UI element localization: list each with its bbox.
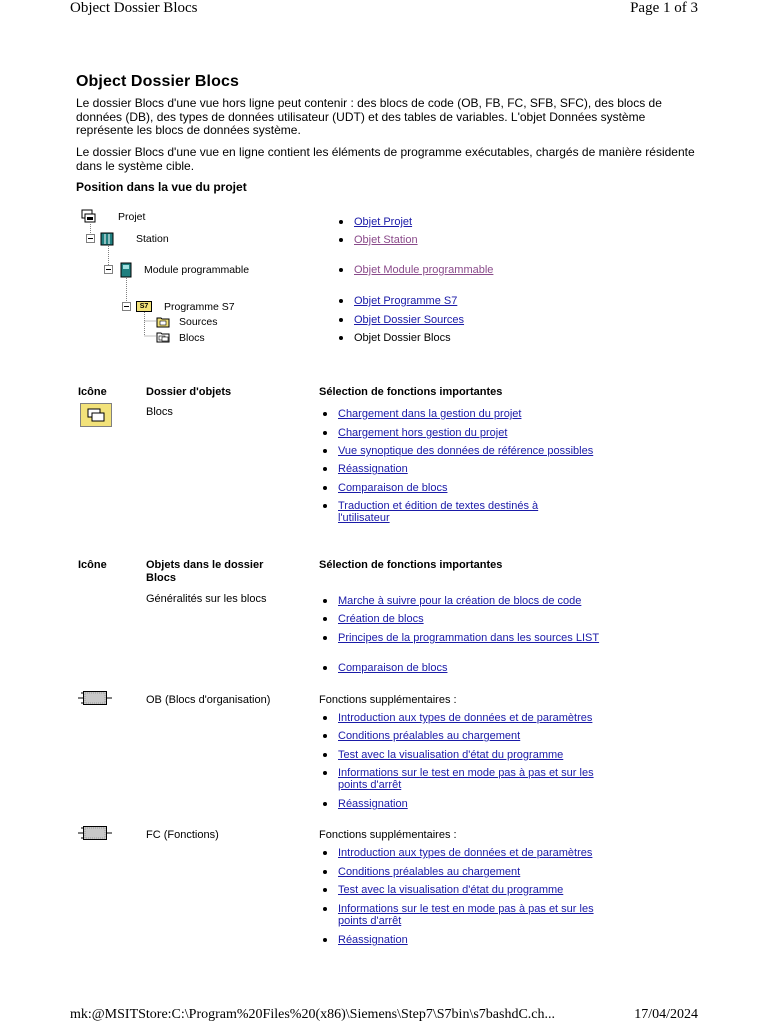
- position-heading: Position dans la vue du projet: [76, 180, 247, 194]
- folder-icon: [156, 316, 170, 328]
- tree-label-projet: Projet: [118, 211, 146, 223]
- link-creation-blocs[interactable]: Création de blocs: [338, 613, 618, 625]
- ob-block-icon: [78, 689, 112, 707]
- link-ob-conditions-chargement[interactable]: Conditions préalables au chargement: [338, 730, 618, 742]
- table2-fc-intro: Fonctions supplémentaires :: [319, 829, 457, 841]
- tree-label-station: Station: [136, 233, 169, 245]
- link-ob-visualisation-etat[interactable]: Test avec la visualisation d'état du programme: [338, 749, 618, 761]
- link-ob-types-donnees[interactable]: Introduction aux types de données et de paramètres: [338, 712, 618, 724]
- link-marche-creation[interactable]: Marche à suivre pour la création de blocs de code: [338, 595, 618, 607]
- link-traduction-textes[interactable]: Traduction et édition de textes destinés à l'utilisateur: [338, 500, 568, 524]
- link-fc-types-donnees[interactable]: Introduction aux types de données et de paramètres: [338, 847, 618, 859]
- table1-header-functions: Sélection de fonctions importantes: [319, 386, 503, 398]
- link-objet-station[interactable]: Objet Station: [354, 234, 418, 246]
- table2-fc-object: FC (Fonctions): [146, 829, 219, 841]
- collapse-icon[interactable]: [104, 265, 114, 275]
- table1-object-blocs: Blocs: [146, 406, 173, 418]
- page-number: Page 1 of 3: [630, 0, 698, 16]
- source-url: mk:@MSITStore:C:\Program%20Files%20(x86)\Siemens\Step7\S7bin\s7bashdC.ch...: [70, 1007, 555, 1022]
- table1-header-icon: Icône: [78, 386, 107, 398]
- s7-program-icon: S7: [136, 301, 152, 312]
- project-icon: [80, 209, 98, 225]
- link-objet-programme[interactable]: Objet Programme S7: [354, 295, 458, 307]
- link-principes-list[interactable]: Principes de la programmation dans les sources LIST: [338, 632, 608, 644]
- intro-paragraph-online: Le dossier Blocs d'une vue en ligne contient les éléments de programme exécutables, chargés de manière résidente dans le système cible.: [76, 145, 695, 173]
- link-comparaison-blocs[interactable]: Comparaison de blocs: [338, 482, 618, 494]
- print-header: [70, 0, 698, 18]
- tree-label-module: Module programmable: [144, 264, 250, 276]
- link-objet-module[interactable]: Objet Module programmable: [354, 264, 494, 276]
- table1-header-folder: Dossier d'objets: [146, 386, 232, 398]
- link-fc-visualisation-etat[interactable]: Test avec la visualisation d'état du programme: [338, 884, 618, 896]
- tree-label-blocs: Blocs: [179, 332, 205, 344]
- print-footer: [70, 1007, 698, 1025]
- link-ob-pas-a-pas[interactable]: Informations sur le test en mode pas à pas et sur les points d'arrêt: [338, 767, 613, 791]
- folder-icon: [156, 331, 170, 343]
- link-chargement-hors-gestion[interactable]: Chargement hors gestion du projet: [338, 427, 618, 439]
- cpu-module-icon: [120, 262, 132, 278]
- link-fc-pas-a-pas[interactable]: Informations sur le test en mode pas à pas et sur les points d'arrêt: [338, 903, 613, 927]
- print-header-title: Object Dossier Blocs: [70, 0, 198, 16]
- link-fc-reassignation[interactable]: Réassignation: [338, 934, 618, 946]
- print-date: 17/04/2024: [634, 1007, 698, 1022]
- link-fc-conditions-chargement[interactable]: Conditions préalables au chargement: [338, 866, 618, 878]
- link-vue-synoptique[interactable]: Vue synoptique des données de référence possibles: [338, 445, 618, 457]
- table2-header-functions: Sélection de fonctions importantes: [319, 559, 503, 571]
- link-comparaison-blocs-2[interactable]: Comparaison de blocs: [338, 662, 618, 674]
- intro-paragraph-offline: Le dossier Blocs d'une vue hors ligne peut contenir : des blocs de code (OB, FB, FC, SFB, SFC), des blocs de données (DB), des types de données utilisateur (UDT) et des tables de variables. L'objet Données système représente les blocs de données système.: [76, 96, 662, 137]
- current-object-label: Objet Dossier Blocs: [354, 332, 451, 344]
- collapse-icon[interactable]: [86, 234, 96, 244]
- table2-header-objects: Objets dans le dossier Blocs: [146, 559, 264, 584]
- tree-label-programme: Programme S7: [164, 301, 235, 313]
- table2-ob-object: OB (Blocs d'organisation): [146, 694, 271, 706]
- page-title: Object Dossier Blocs: [76, 73, 239, 90]
- link-objet-projet[interactable]: Objet Projet: [354, 216, 413, 228]
- station-icon: [100, 232, 114, 246]
- fc-block-icon: [78, 824, 112, 842]
- link-chargement-gestion[interactable]: Chargement dans la gestion du projet: [338, 408, 618, 420]
- link-ob-reassignation[interactable]: Réassignation: [338, 798, 618, 810]
- link-objet-sources[interactable]: Objet Dossier Sources: [354, 314, 465, 326]
- table2-header-icon: Icône: [78, 559, 107, 571]
- collapse-icon[interactable]: [122, 302, 132, 312]
- table2-ob-intro: Fonctions supplémentaires :: [319, 694, 457, 706]
- tree-label-sources: Sources: [179, 316, 218, 328]
- table2-general-object: Généralités sur les blocs: [146, 593, 267, 605]
- link-reassignation[interactable]: Réassignation: [338, 463, 618, 475]
- blocks-folder-icon: [80, 403, 112, 427]
